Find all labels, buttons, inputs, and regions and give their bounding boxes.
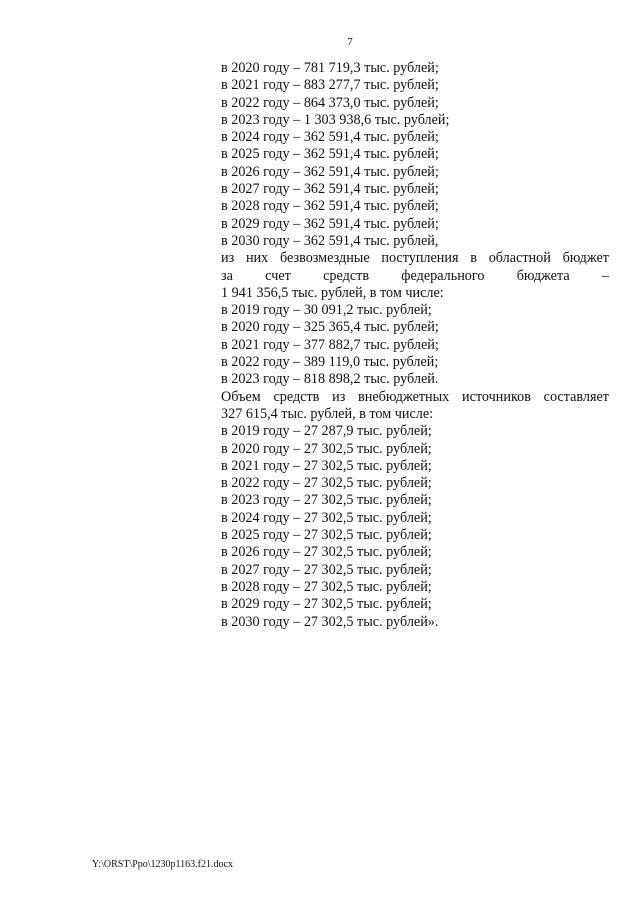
list-item: в 2027 году – 27 302,5 тыс. рублей; — [221, 561, 432, 578]
list-item: в 2026 году – 362 591,4 тыс. рублей; — [221, 163, 439, 180]
list-item: в 2022 году – 389 119,0 тыс. рублей; — [221, 354, 439, 371]
list-item: в 2020 году – 27 302,5 тыс. рублей; — [221, 440, 432, 457]
federal-by-year-list — [221, 302, 609, 388]
federal-paragraph — [221, 250, 609, 302]
paragraph-line: за счет средств федерального бюджета – — [221, 267, 609, 284]
list-item: в 2024 году – 362 591,4 тыс. рублей; — [221, 129, 439, 146]
list-item: в 2020 году – 325 365,4 тыс. рублей; — [221, 319, 439, 336]
list-item: в 2020 году – 781 719,3 тыс. рублей; — [221, 60, 439, 76]
paragraph-line: 327 615,4 тыс. рублей, в том числе: — [221, 405, 434, 422]
list-item: в 2023 году – 27 302,5 тыс. рублей; — [221, 492, 432, 509]
page-number: 7 — [347, 36, 353, 48]
list-item: в 2022 году – 864 373,0 тыс. рублей; — [221, 94, 439, 111]
list-item: в 2021 году – 27 302,5 тыс. рублей; — [221, 457, 432, 474]
paragraph-line: 1 941 356,5 тыс. рублей, в том числе: — [221, 284, 444, 301]
paragraph-line: Объем средств из внебюджетных источников составляет — [221, 388, 609, 405]
list-item: в 2023 году – 818 898,2 тыс. рублей. — [221, 371, 439, 388]
list-item: в 2030 году – 27 302,5 тыс. рублей». — [221, 613, 439, 630]
list-item: в 2026 году – 27 302,5 тыс. рублей; — [221, 544, 432, 561]
list-item: в 2030 году – 362 591,4 тыс. рублей, — [221, 232, 439, 249]
list-item: в 2019 году – 30 091,2 тыс. рублей; — [221, 302, 432, 319]
list-item: в 2019 году – 27 287,9 тыс. рублей; — [221, 423, 432, 440]
extrabudgetary-by-year-list — [221, 423, 609, 631]
extrabudgetary-paragraph — [221, 389, 609, 424]
document-body — [221, 60, 609, 631]
list-item: в 2024 году – 27 302,5 тыс. рублей; — [221, 509, 432, 526]
list-item: в 2025 году – 27 302,5 тыс. рублей; — [221, 527, 432, 544]
list-item: в 2022 году – 27 302,5 тыс. рублей; — [221, 475, 432, 492]
paragraph-line: из них безвозмездные поступления в областной бюджет — [221, 250, 609, 267]
budget-by-year-list — [221, 60, 609, 250]
list-item: в 2021 году – 883 277,7 тыс. рублей; — [221, 77, 439, 94]
list-item: в 2027 году – 362 591,4 тыс. рублей; — [221, 181, 439, 198]
list-item: в 2028 году – 27 302,5 тыс. рублей; — [221, 578, 432, 595]
list-item: в 2025 году – 362 591,4 тыс. рублей; — [221, 146, 439, 163]
list-item: в 2029 году – 27 302,5 тыс. рублей; — [221, 596, 432, 613]
list-item: в 2021 году – 377 882,7 тыс. рублей; — [221, 336, 439, 353]
list-item: в 2029 году – 362 591,4 тыс. рублей; — [221, 215, 439, 232]
list-item: в 2028 году – 362 591,4 тыс. рублей; — [221, 198, 439, 215]
list-item: в 2023 году – 1 303 938,6 тыс. рублей; — [221, 111, 450, 128]
file-path-footer: Y:\ORST\Ppo\1230p1163.f21.docx — [92, 859, 233, 870]
